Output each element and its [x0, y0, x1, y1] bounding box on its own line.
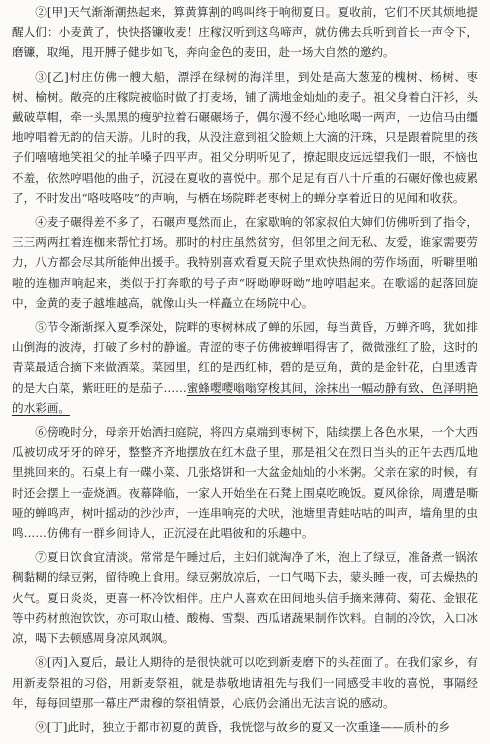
paragraph-3: [12, 67, 478, 208]
paragraph-9: [12, 717, 478, 737]
paragraph-5-text: ⑤节令渐渐探入夏季深处，院畔的枣树林成了蝉的乐园，每当黄昏，万蝉齐鸣，犹如排山倒海的波涛，打破了乡村的静谧。青涩的枣子仿佛被蝉唱得害了，微微涨红了脸，这时的青菜最适合摘下来做酒菜。菜园里，红的是西红柿，碧的是豆角，黄的是金针花，白里透青的是大白菜，紫旺旺的是茄子……: [12, 320, 478, 395]
paragraph-8-text: ⑧[丙]入夏后，最让人期待的是很快就可以吃到新麦磨下的头茬面了。在我们家乡，有用新麦祭祖的习俗，用新麦祭祖，就是恭敬地请祖先与我们一同感受丰收的喜悦，事隔经年，每每回望那一幕庄严肃穆的祭祖情景，心底仍会涌出无法言说的感动。: [12, 655, 478, 710]
paragraph-3-text: ③[乙]村庄仿佛一艘大船，漂浮在绿树的海洋里，到处是高大葱茏的槐树、杨树、枣树、榆树。敞亮的庄稼院被临时做了打麦场，铺了满地金灿灿的麦子。祖父身着白汗衫，头戴破草帽，牵一头黑黑的瘦驴拉着石碾碾场子，偶尔漫不经心地吆喝一两声，一边信马由缰地哼唱着无韵的信天游。儿时的我，从没注意到祖父脸颊上大滴的汗珠，只是跟着院里的孩子们嘻嘻地笑祖父的扯羊嗓子四平声。祖父分明听见了，撩起眼皮远远望我们一眼，不恼也不羞，依然哼唱他的曲子，沉浸在夏收的喜悦中。那个足足有百八十斤重的石碾好像也疲累了，不时发出“咯吱咯吱”的声响，与栖在场院畔老枣树上的蝉分享着近日的见闻和收获。: [12, 69, 478, 205]
paragraph-6-text: ⑥傍晚时分，母亲开始洒扫庭院，将四方桌端到枣树下，陆续摆上各色水果，一个大西瓜被切成牙牙的碎牙，整整齐齐地摆放在红木盘子里，那是祖父在烈日当头的正午去西瓜地里挑回来的。石桌上有一碟小菜、几张烙饼和一大盆金灿灿的小米粥。父亲在家的时候，有时还会摆上一壶烧酒。夜幕降临，一家人开始坐在石凳上围桌吃晚饭。夏风徐徐，周遭是嘶哑的蝉鸣声，树叶摇动的沙沙声，一连串响亮的犬吠，池塘里青蛙咕咕的叫声，墙角里的虫鸣……仿佛有一群乡间诗人，正沉浸在此唱彼和的乐趣中。: [12, 425, 478, 541]
paragraph-2-text: ②[甲]天气渐渐潮热起来，算黄算割的鸣叫终于响彻夏日。夏收前，它们不厌其烦地提醒人们：小麦黄了，快快搭镰收麦！庄稼汉听到这鸟啼声，就仿佛去兵听到首长一声令下，磨镰，取绳，甩开膊子健步如飞，奔向金色的麦田，赴一场大自然的邀约。: [12, 5, 478, 60]
paragraph-7: [12, 547, 478, 648]
paragraph-4-text: ④麦子碾得差不多了，石碾声戛然而止，在家歇晌的邻家叔伯大婶们仿佛听到了指令，三三两两扛着连枷来帮忙打场。那时的村庄虽然贫穷，但邻里之间无私、友爱，谁家需要劳力，八方都会尽其所能伸出援手。我特别喜欢看夏天院子里欢快热闹的劳作场面，听噼里啪啦的连枷声响起来，类似于打奔歌的号子声“呀呦咿呀呦”地哼唱起来。在歌谣的起落回旋中，金黄的麦子越堆越高，就像山头一样矗立在场院中心。: [12, 215, 478, 310]
paragraph-6: [12, 422, 478, 543]
paragraph-9-text: ⑨[丁]此时，独立于都市初夏的黄昏，我恍惚与故乡的夏又一次重逢——质朴的乡: [35, 719, 451, 734]
paragraph-5: [12, 317, 478, 418]
paragraph-8: [12, 652, 478, 713]
paragraph-2: [12, 2, 478, 63]
paragraph-4: [12, 212, 478, 313]
paragraph-7-text: ⑦夏日饮食宜清淡。常常是午睡过后，主妇们就淘净了米，泡上了绿豆，准备煮一锅浓稠黏糊的绿豆粥，留待晚上食用。绿豆粥放凉后，一口气喝下去，蒙头睡一夜，可去燥热的火气。夏日炎炎，更喜一杯冷饮相伴。庄户人喜欢在田间地头信手摘来薄荷、菊花、金银花等中药材煎泡饮饮，亦可取山楂、酸梅、雪梨、西瓜诸蔬果制作饮料。自制的冷饮，入口冰凉，喝下去顿感周身凉风飒飒。: [12, 550, 478, 646]
paragraph-5-underlined-text: 蜜蜂嘤嘤嗡嗡穿梭其间，涂抹出一幅动静有致、色泽明艳的水彩画。: [12, 380, 478, 415]
